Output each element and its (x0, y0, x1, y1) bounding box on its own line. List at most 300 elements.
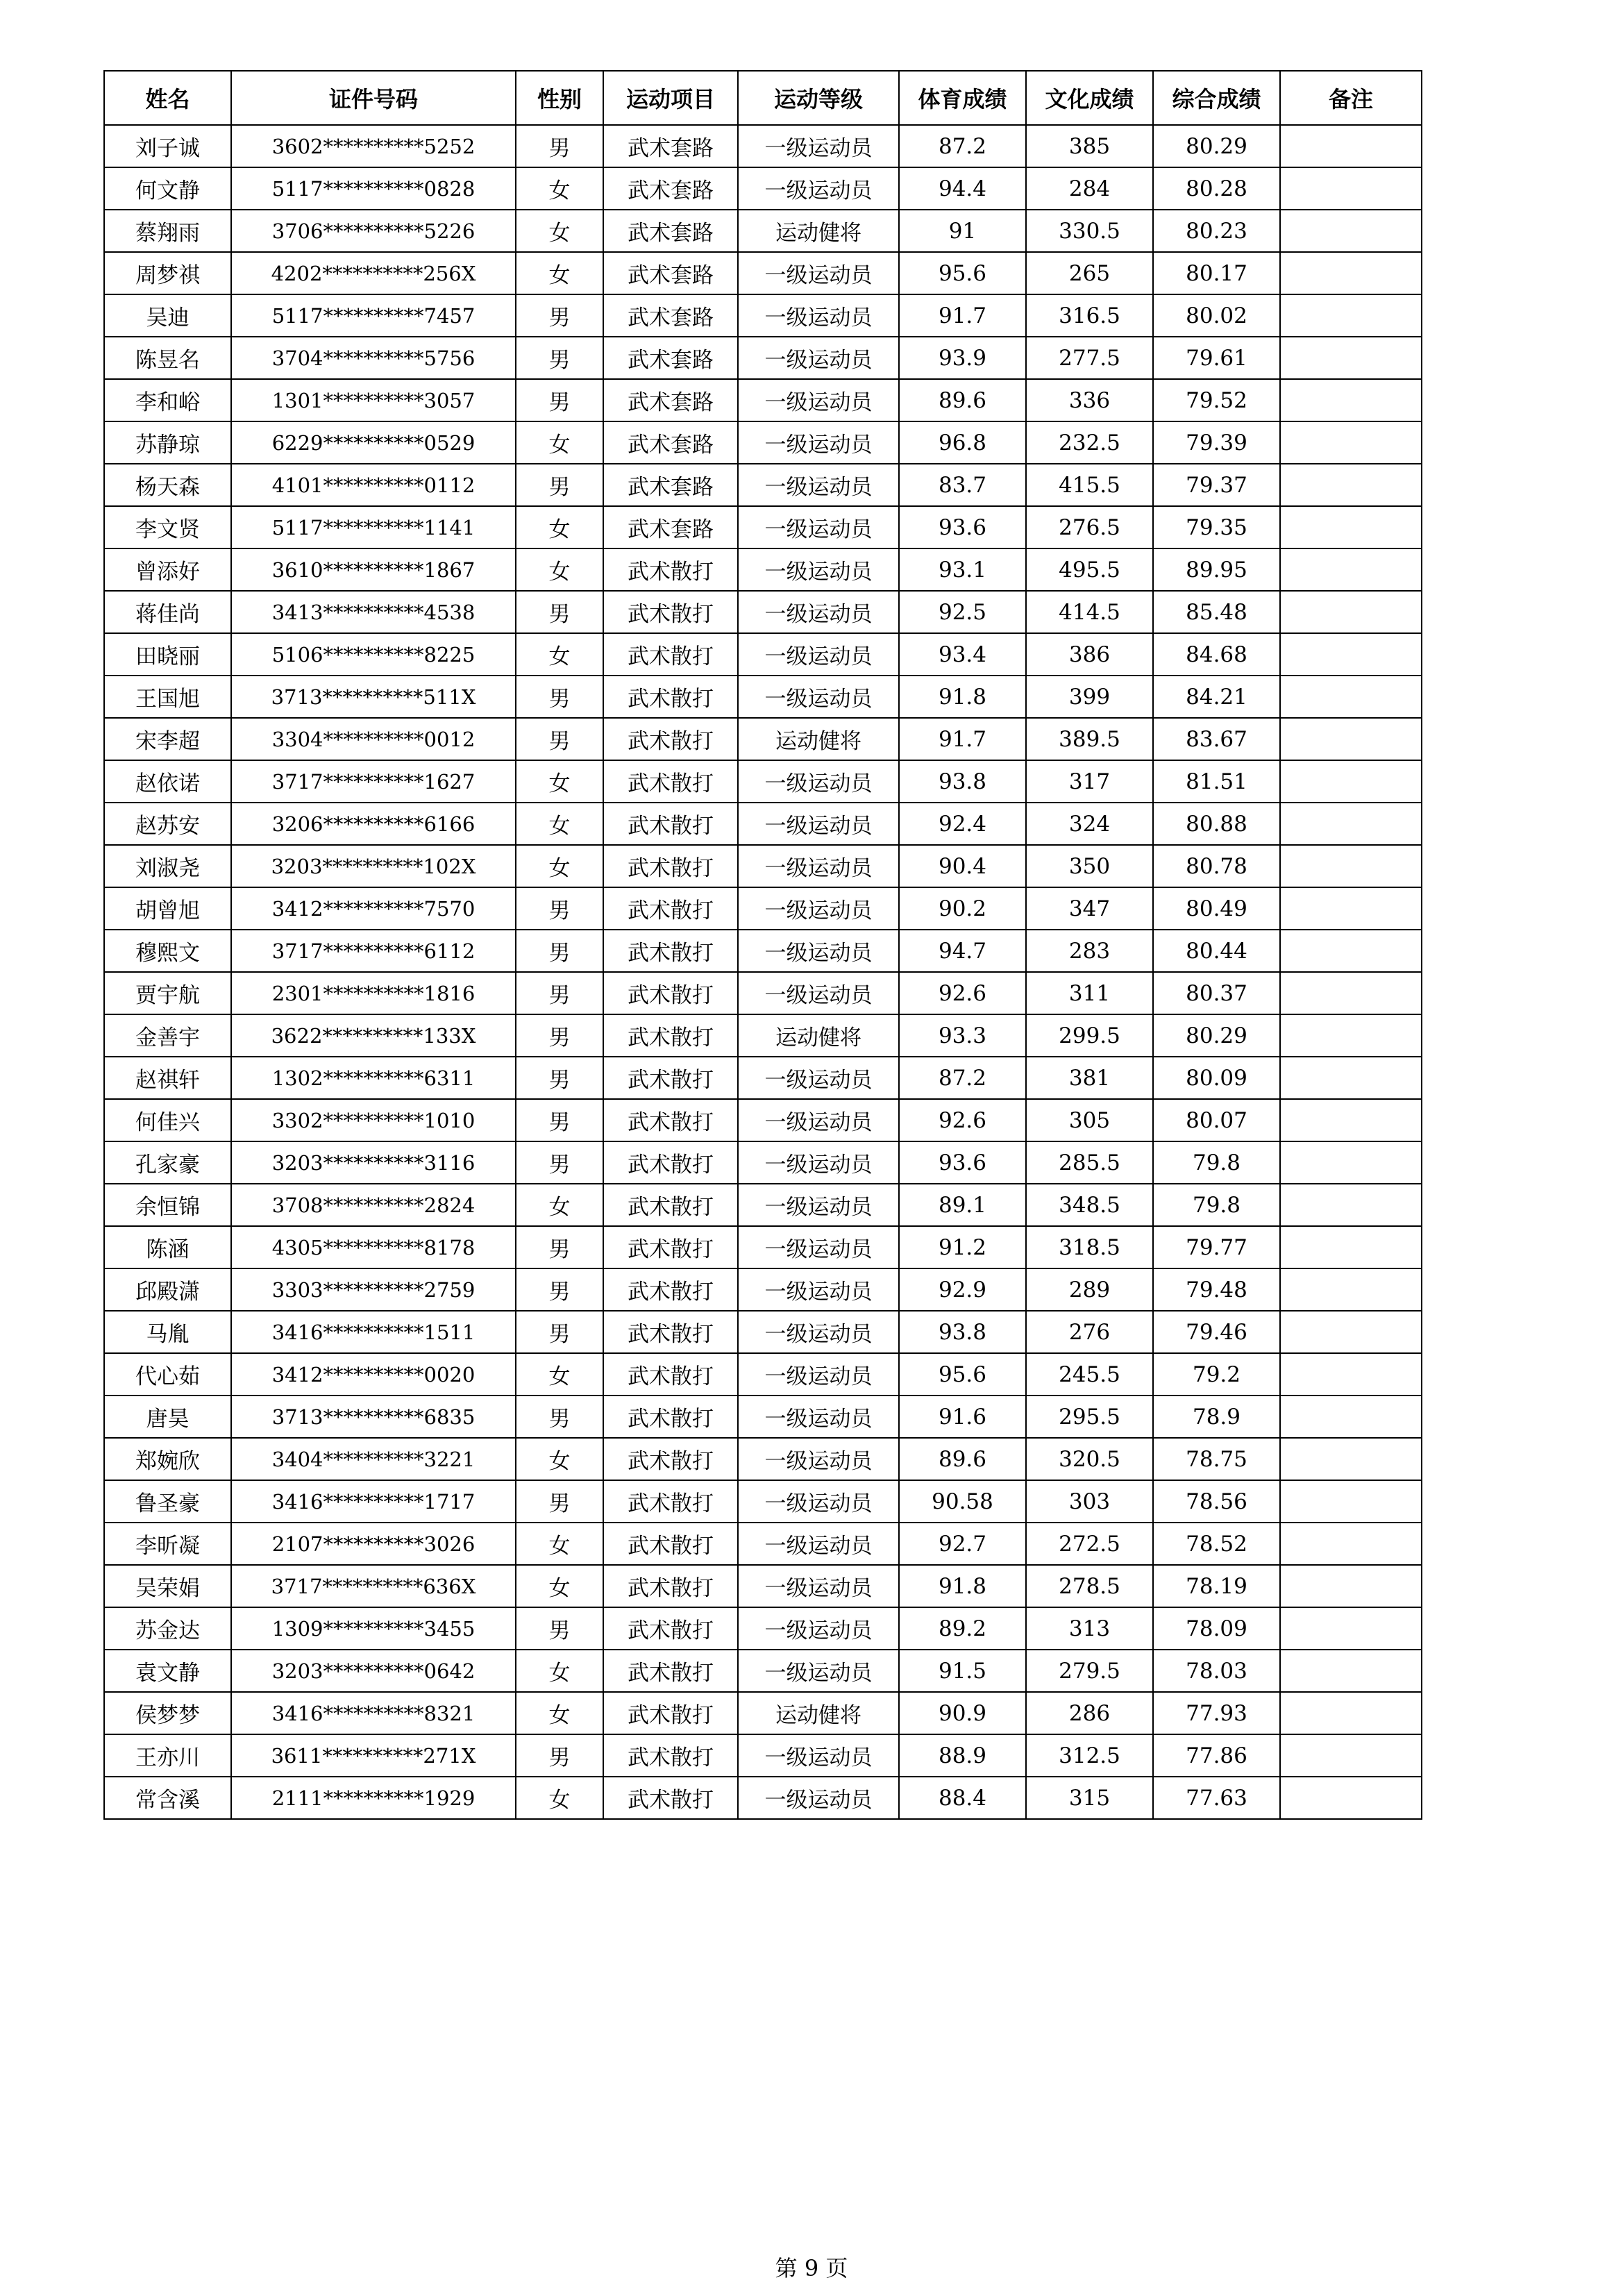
sport-level-cell: 一级运动员 (738, 421, 899, 464)
composite-score-cell: 77.93 (1153, 1692, 1280, 1734)
culture-score-cell: 312.5 (1026, 1734, 1153, 1777)
col-header-gender: 性别 (516, 71, 603, 125)
composite-score-cell: 78.09 (1153, 1607, 1280, 1650)
composite-score-cell: 89.95 (1153, 548, 1280, 591)
sports-score-cell: 93.6 (899, 1141, 1026, 1184)
id-number-cell: 3717**********636X (231, 1565, 516, 1607)
sport-cell: 武术散打 (603, 1734, 738, 1777)
remarks-cell (1280, 760, 1422, 803)
culture-score-cell: 279.5 (1026, 1650, 1153, 1692)
sport-cell: 武术散打 (603, 972, 738, 1014)
id-number-cell: 2107**********3026 (231, 1523, 516, 1565)
id-number-cell: 3706**********5226 (231, 210, 516, 252)
name-cell: 马胤 (104, 1311, 231, 1353)
table-row (104, 1184, 1422, 1226)
name-cell: 袁文静 (104, 1650, 231, 1692)
composite-score-cell: 80.29 (1153, 125, 1280, 167)
sport-cell: 武术散打 (603, 1692, 738, 1734)
table-row (104, 972, 1422, 1014)
table-row (104, 1268, 1422, 1311)
remarks-cell (1280, 1014, 1422, 1057)
composite-score-cell: 79.8 (1153, 1141, 1280, 1184)
remarks-cell (1280, 972, 1422, 1014)
table-row (104, 421, 1422, 464)
gender-cell: 男 (516, 337, 603, 379)
table-row (104, 464, 1422, 506)
culture-score-cell: 495.5 (1026, 548, 1153, 591)
id-number-cell: 1302**********6311 (231, 1057, 516, 1099)
composite-score-cell: 80.23 (1153, 210, 1280, 252)
sport-cell: 武术散打 (603, 1565, 738, 1607)
composite-score-cell: 80.44 (1153, 930, 1280, 972)
id-number-cell: 5117**********0828 (231, 167, 516, 210)
table-row (104, 633, 1422, 676)
table-row (104, 1353, 1422, 1396)
sports-score-cell: 92.9 (899, 1268, 1026, 1311)
culture-score-cell: 299.5 (1026, 1014, 1153, 1057)
col-header-sport-level: 运动等级 (738, 71, 899, 125)
remarks-cell (1280, 1268, 1422, 1311)
remarks-cell (1280, 676, 1422, 718)
culture-score-cell: 347 (1026, 887, 1153, 930)
gender-cell: 男 (516, 1014, 603, 1057)
id-number-cell: 3412**********7570 (231, 887, 516, 930)
name-cell: 孔家豪 (104, 1141, 231, 1184)
table-row (104, 294, 1422, 337)
sports-score-cell: 92.6 (899, 972, 1026, 1014)
name-cell: 邱殿潇 (104, 1268, 231, 1311)
name-cell: 王国旭 (104, 676, 231, 718)
culture-score-cell: 283 (1026, 930, 1153, 972)
name-cell: 刘子诚 (104, 125, 231, 167)
sport-cell: 武术散打 (603, 1438, 738, 1480)
gender-cell: 男 (516, 1268, 603, 1311)
table-row (104, 1014, 1422, 1057)
sports-score-cell: 92.4 (899, 803, 1026, 845)
name-cell: 何文静 (104, 167, 231, 210)
remarks-cell (1280, 1438, 1422, 1480)
sports-score-cell: 87.2 (899, 125, 1026, 167)
table-row (104, 548, 1422, 591)
table-row (104, 1777, 1422, 1819)
score-table (103, 70, 1422, 1820)
remarks-cell (1280, 1141, 1422, 1184)
remarks-cell (1280, 125, 1422, 167)
composite-score-cell: 79.52 (1153, 379, 1280, 421)
remarks-cell (1280, 633, 1422, 676)
sport-cell: 武术散打 (603, 845, 738, 887)
composite-score-cell: 80.17 (1153, 252, 1280, 294)
sports-score-cell: 90.2 (899, 887, 1026, 930)
sports-score-cell: 93.3 (899, 1014, 1026, 1057)
name-cell: 李昕凝 (104, 1523, 231, 1565)
id-number-cell: 5106**********8225 (231, 633, 516, 676)
sports-score-cell: 95.6 (899, 1353, 1026, 1396)
remarks-cell (1280, 1184, 1422, 1226)
sport-cell: 武术散打 (603, 1607, 738, 1650)
remarks-cell (1280, 887, 1422, 930)
table-row (104, 1565, 1422, 1607)
sport-level-cell: 一级运动员 (738, 379, 899, 421)
name-cell: 李和峪 (104, 379, 231, 421)
culture-score-cell: 276.5 (1026, 506, 1153, 548)
culture-score-cell: 278.5 (1026, 1565, 1153, 1607)
header-row (104, 71, 1422, 125)
id-number-cell: 3413**********4538 (231, 591, 516, 633)
name-cell: 鲁圣豪 (104, 1480, 231, 1523)
name-cell: 杨天森 (104, 464, 231, 506)
table-row (104, 1607, 1422, 1650)
sport-level-cell: 一级运动员 (738, 1777, 899, 1819)
culture-score-cell: 315 (1026, 1777, 1153, 1819)
remarks-cell (1280, 1226, 1422, 1268)
culture-score-cell: 286 (1026, 1692, 1153, 1734)
sport-level-cell: 一级运动员 (738, 1565, 899, 1607)
composite-score-cell: 78.75 (1153, 1438, 1280, 1480)
table-row (104, 125, 1422, 167)
composite-score-cell: 80.88 (1153, 803, 1280, 845)
id-number-cell: 5117**********1141 (231, 506, 516, 548)
sports-score-cell: 95.6 (899, 252, 1026, 294)
gender-cell: 男 (516, 591, 603, 633)
composite-score-cell: 80.29 (1153, 1014, 1280, 1057)
sports-score-cell: 91.2 (899, 1226, 1026, 1268)
id-number-cell: 4305**********8178 (231, 1226, 516, 1268)
sport-level-cell: 一级运动员 (738, 633, 899, 676)
culture-score-cell: 305 (1026, 1099, 1153, 1141)
id-number-cell: 1309**********3455 (231, 1607, 516, 1650)
sport-cell: 武术散打 (603, 1057, 738, 1099)
table-row (104, 803, 1422, 845)
sport-level-cell: 一级运动员 (738, 125, 899, 167)
table-row (104, 760, 1422, 803)
sport-cell: 武术散打 (603, 1523, 738, 1565)
table-row (104, 887, 1422, 930)
culture-score-cell: 303 (1026, 1480, 1153, 1523)
table-row (104, 337, 1422, 379)
gender-cell: 男 (516, 718, 603, 760)
sport-cell: 武术散打 (603, 1311, 738, 1353)
sports-score-cell: 83.7 (899, 464, 1026, 506)
name-cell: 余恒锦 (104, 1184, 231, 1226)
remarks-cell (1280, 1396, 1422, 1438)
id-number-cell: 3203**********3116 (231, 1141, 516, 1184)
id-number-cell: 3704**********5756 (231, 337, 516, 379)
gender-cell: 女 (516, 1692, 603, 1734)
id-number-cell: 6229**********0529 (231, 421, 516, 464)
table-row (104, 210, 1422, 252)
sport-level-cell: 一级运动员 (738, 294, 899, 337)
table-row (104, 506, 1422, 548)
culture-score-cell: 320.5 (1026, 1438, 1153, 1480)
name-cell: 苏金达 (104, 1607, 231, 1650)
table-row (104, 930, 1422, 972)
gender-cell: 女 (516, 167, 603, 210)
page-number: 第 9 页 (775, 2255, 848, 2281)
sport-level-cell: 一级运动员 (738, 167, 899, 210)
sports-score-cell: 91 (899, 210, 1026, 252)
culture-score-cell: 295.5 (1026, 1396, 1153, 1438)
id-number-cell: 3717**********6112 (231, 930, 516, 972)
sports-score-cell: 91.7 (899, 294, 1026, 337)
culture-score-cell: 318.5 (1026, 1226, 1153, 1268)
name-cell: 金善宇 (104, 1014, 231, 1057)
name-cell: 王亦川 (104, 1734, 231, 1777)
composite-score-cell: 78.9 (1153, 1396, 1280, 1438)
gender-cell: 男 (516, 930, 603, 972)
composite-score-cell: 79.46 (1153, 1311, 1280, 1353)
culture-score-cell: 330.5 (1026, 210, 1153, 252)
remarks-cell (1280, 1777, 1422, 1819)
remarks-cell (1280, 1607, 1422, 1650)
sports-score-cell: 90.58 (899, 1480, 1026, 1523)
composite-score-cell: 79.2 (1153, 1353, 1280, 1396)
col-header-culture-score: 文化成绩 (1026, 71, 1153, 125)
sports-score-cell: 92.6 (899, 1099, 1026, 1141)
id-number-cell: 3717**********1627 (231, 760, 516, 803)
remarks-cell (1280, 548, 1422, 591)
sport-level-cell: 一级运动员 (738, 1480, 899, 1523)
composite-score-cell: 77.63 (1153, 1777, 1280, 1819)
sport-level-cell: 一级运动员 (738, 676, 899, 718)
sport-level-cell: 一级运动员 (738, 337, 899, 379)
culture-score-cell: 276 (1026, 1311, 1153, 1353)
sports-score-cell: 91.6 (899, 1396, 1026, 1438)
composite-score-cell: 79.37 (1153, 464, 1280, 506)
gender-cell: 女 (516, 1184, 603, 1226)
table-row (104, 1226, 1422, 1268)
gender-cell: 男 (516, 1734, 603, 1777)
sport-level-cell: 一级运动员 (738, 803, 899, 845)
id-number-cell: 3304**********0012 (231, 718, 516, 760)
id-number-cell: 3416**********8321 (231, 1692, 516, 1734)
culture-score-cell: 313 (1026, 1607, 1153, 1650)
gender-cell: 女 (516, 1353, 603, 1396)
remarks-cell (1280, 1057, 1422, 1099)
table-row (104, 718, 1422, 760)
remarks-cell (1280, 591, 1422, 633)
sports-score-cell: 91.7 (899, 718, 1026, 760)
remarks-cell (1280, 718, 1422, 760)
col-header-id-number: 证件号码 (231, 71, 516, 125)
sport-level-cell: 一级运动员 (738, 1650, 899, 1692)
col-header-remarks: 备注 (1280, 71, 1422, 125)
sports-score-cell: 88.4 (899, 1777, 1026, 1819)
sports-score-cell: 91.8 (899, 1565, 1026, 1607)
name-cell: 赵苏安 (104, 803, 231, 845)
name-cell: 侯梦梦 (104, 1692, 231, 1734)
culture-score-cell: 285.5 (1026, 1141, 1153, 1184)
sports-score-cell: 89.6 (899, 379, 1026, 421)
name-cell: 蒋佳尚 (104, 591, 231, 633)
sport-cell: 武术散打 (603, 803, 738, 845)
culture-score-cell: 245.5 (1026, 1353, 1153, 1396)
gender-cell: 女 (516, 1565, 603, 1607)
sport-level-cell: 运动健将 (738, 210, 899, 252)
composite-score-cell: 85.48 (1153, 591, 1280, 633)
remarks-cell (1280, 210, 1422, 252)
remarks-cell (1280, 464, 1422, 506)
sport-level-cell: 一级运动员 (738, 1734, 899, 1777)
remarks-cell (1280, 252, 1422, 294)
table-row (104, 1734, 1422, 1777)
sports-score-cell: 93.8 (899, 1311, 1026, 1353)
gender-cell: 男 (516, 1607, 603, 1650)
table-row (104, 252, 1422, 294)
name-cell: 周梦祺 (104, 252, 231, 294)
table-row (104, 1099, 1422, 1141)
name-cell: 苏静琼 (104, 421, 231, 464)
table-row (104, 167, 1422, 210)
sport-cell: 武术散打 (603, 1777, 738, 1819)
table-row (104, 1141, 1422, 1184)
name-cell: 赵祺轩 (104, 1057, 231, 1099)
culture-score-cell: 289 (1026, 1268, 1153, 1311)
remarks-cell (1280, 167, 1422, 210)
culture-score-cell: 324 (1026, 803, 1153, 845)
composite-score-cell: 80.07 (1153, 1099, 1280, 1141)
id-number-cell: 3206**********6166 (231, 803, 516, 845)
sport-cell: 武术散打 (603, 930, 738, 972)
composite-score-cell: 79.77 (1153, 1226, 1280, 1268)
composite-score-cell: 79.61 (1153, 337, 1280, 379)
culture-score-cell: 415.5 (1026, 464, 1153, 506)
col-header-sports-score: 体育成绩 (899, 71, 1026, 125)
sports-score-cell: 88.9 (899, 1734, 1026, 1777)
gender-cell: 女 (516, 845, 603, 887)
culture-score-cell: 399 (1026, 676, 1153, 718)
id-number-cell: 3412**********0020 (231, 1353, 516, 1396)
table-row (104, 1480, 1422, 1523)
name-cell: 贾宇航 (104, 972, 231, 1014)
id-number-cell: 2301**********1816 (231, 972, 516, 1014)
culture-score-cell: 317 (1026, 760, 1153, 803)
culture-score-cell: 272.5 (1026, 1523, 1153, 1565)
gender-cell: 女 (516, 252, 603, 294)
composite-score-cell: 79.8 (1153, 1184, 1280, 1226)
name-cell: 穆熙文 (104, 930, 231, 972)
id-number-cell: 4202**********256X (231, 252, 516, 294)
gender-cell: 男 (516, 1057, 603, 1099)
sport-level-cell: 一级运动员 (738, 548, 899, 591)
sport-cell: 武术散打 (603, 1268, 738, 1311)
sport-level-cell: 一级运动员 (738, 972, 899, 1014)
table-row (104, 1396, 1422, 1438)
remarks-cell (1280, 1692, 1422, 1734)
table-row (104, 1692, 1422, 1734)
sport-level-cell: 一级运动员 (738, 464, 899, 506)
table-row (104, 676, 1422, 718)
name-cell: 代心茹 (104, 1353, 231, 1396)
remarks-cell (1280, 1565, 1422, 1607)
id-number-cell: 3203**********0642 (231, 1650, 516, 1692)
sports-score-cell: 90.9 (899, 1692, 1026, 1734)
gender-cell: 男 (516, 972, 603, 1014)
sport-level-cell: 一级运动员 (738, 760, 899, 803)
sport-cell: 武术散打 (603, 1141, 738, 1184)
gender-cell: 男 (516, 887, 603, 930)
sport-cell: 武术散打 (603, 1480, 738, 1523)
sports-score-cell: 93.4 (899, 633, 1026, 676)
gender-cell: 女 (516, 760, 603, 803)
sports-score-cell: 87.2 (899, 1057, 1026, 1099)
sport-level-cell: 一级运动员 (738, 887, 899, 930)
composite-score-cell: 80.02 (1153, 294, 1280, 337)
id-number-cell: 3708**********2824 (231, 1184, 516, 1226)
col-header-name: 姓名 (104, 71, 231, 125)
name-cell: 郑婉欣 (104, 1438, 231, 1480)
name-cell: 赵依诺 (104, 760, 231, 803)
sports-score-cell: 93.6 (899, 506, 1026, 548)
composite-score-cell: 80.37 (1153, 972, 1280, 1014)
remarks-cell (1280, 930, 1422, 972)
table-row (104, 845, 1422, 887)
sport-level-cell: 一级运动员 (738, 1268, 899, 1311)
composite-score-cell: 78.03 (1153, 1650, 1280, 1692)
gender-cell: 男 (516, 1396, 603, 1438)
gender-cell: 男 (516, 125, 603, 167)
table-row (104, 1650, 1422, 1692)
id-number-cell: 3713**********511X (231, 676, 516, 718)
culture-score-cell: 316.5 (1026, 294, 1153, 337)
sport-level-cell: 一级运动员 (738, 1523, 899, 1565)
id-number-cell: 3302**********1010 (231, 1099, 516, 1141)
composite-score-cell: 80.49 (1153, 887, 1280, 930)
sport-level-cell: 一级运动员 (738, 1353, 899, 1396)
id-number-cell: 1301**********3057 (231, 379, 516, 421)
gender-cell: 女 (516, 548, 603, 591)
name-cell: 陈昱名 (104, 337, 231, 379)
sport-cell: 武术套路 (603, 379, 738, 421)
culture-score-cell: 265 (1026, 252, 1153, 294)
gender-cell: 女 (516, 1777, 603, 1819)
composite-score-cell: 79.48 (1153, 1268, 1280, 1311)
sport-cell: 武术散打 (603, 591, 738, 633)
sport-cell: 武术散打 (603, 760, 738, 803)
sport-cell: 武术散打 (603, 1099, 738, 1141)
sport-cell: 武术套路 (603, 506, 738, 548)
sport-cell: 武术散打 (603, 718, 738, 760)
sport-cell: 武术套路 (603, 125, 738, 167)
sport-level-cell: 一级运动员 (738, 1099, 899, 1141)
culture-score-cell: 232.5 (1026, 421, 1153, 464)
composite-score-cell: 77.86 (1153, 1734, 1280, 1777)
gender-cell: 女 (516, 803, 603, 845)
composite-score-cell: 78.56 (1153, 1480, 1280, 1523)
name-cell: 唐昊 (104, 1396, 231, 1438)
culture-score-cell: 385 (1026, 125, 1153, 167)
sport-cell: 武术套路 (603, 252, 738, 294)
composite-score-cell: 84.21 (1153, 676, 1280, 718)
remarks-cell (1280, 379, 1422, 421)
sport-level-cell: 一级运动员 (738, 1141, 899, 1184)
id-number-cell: 5117**********7457 (231, 294, 516, 337)
composite-score-cell: 83.67 (1153, 718, 1280, 760)
remarks-cell (1280, 1734, 1422, 1777)
sports-score-cell: 93.1 (899, 548, 1026, 591)
sport-level-cell: 一级运动员 (738, 506, 899, 548)
table-row (104, 1057, 1422, 1099)
sport-cell: 武术散打 (603, 1184, 738, 1226)
id-number-cell: 3622**********133X (231, 1014, 516, 1057)
sport-cell: 武术套路 (603, 294, 738, 337)
name-cell: 田晓丽 (104, 633, 231, 676)
sport-level-cell: 运动健将 (738, 1692, 899, 1734)
id-number-cell: 3610**********1867 (231, 548, 516, 591)
composite-score-cell: 81.51 (1153, 760, 1280, 803)
table-row (104, 379, 1422, 421)
remarks-cell (1280, 1523, 1422, 1565)
